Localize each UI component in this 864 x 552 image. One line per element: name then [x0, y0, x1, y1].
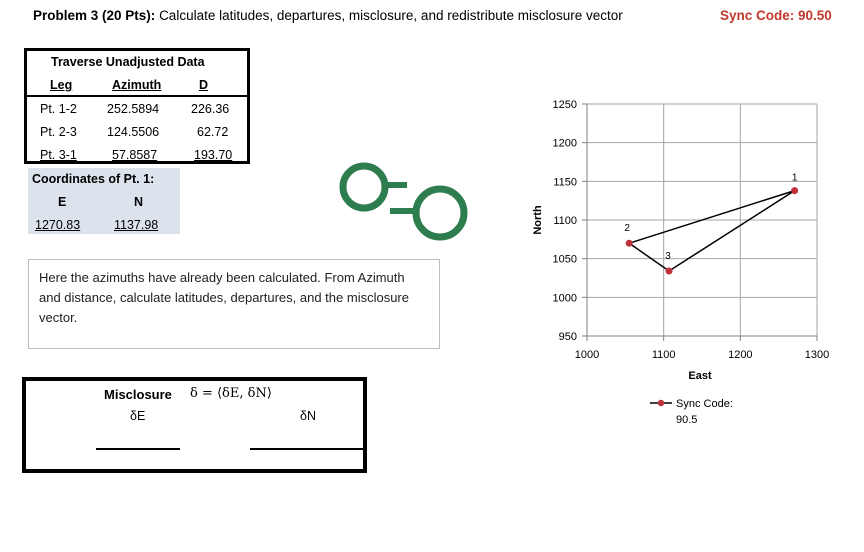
table-cell: 62.72 — [197, 125, 229, 139]
instruction-text: Here the azimuths have already been calculated. From Azimuth and distance, calculate latitudes, departures, and the misclosure vector. — [28, 259, 440, 349]
delta-e-answer-line[interactable] — [96, 448, 180, 450]
table-cell: 226.36 — [191, 102, 230, 116]
sync-code-value: 90.50 — [798, 8, 832, 23]
legend-label: 90.5 — [676, 414, 698, 426]
table-cell: Pt. 2-3 — [40, 125, 77, 139]
table-cell: 57.8587 — [112, 148, 158, 162]
point-label: 3 — [665, 251, 671, 263]
x-tick-label: 1200 — [728, 349, 753, 361]
traverse-table-title: Traverse Unadjusted Data — [51, 55, 205, 69]
data-point — [626, 240, 633, 247]
x-tick-label: 1000 — [574, 349, 600, 361]
problem-text: Calculate latitudes, departures, misclosure, and redistribute misclosure vector — [159, 8, 623, 23]
point-label: 2 — [624, 223, 630, 235]
y-tick-label: 950 — [558, 331, 577, 343]
sync-logo-icon — [335, 158, 470, 243]
coord-value-e: 1270.83 — [35, 218, 81, 232]
delta-n-answer-line[interactable] — [250, 448, 363, 450]
x-tick-label: 1100 — [651, 349, 676, 361]
sync-code-label: Sync Code: — [720, 8, 795, 23]
table-cell: Pt. 3-1 — [40, 148, 77, 162]
y-tick-label: 1050 — [552, 253, 577, 266]
col-azimuth: Azimuth — [112, 78, 162, 92]
delta-e-label: δE — [130, 409, 146, 423]
y-tick-label: 1200 — [552, 137, 577, 150]
table-cell: 124.5506 — [107, 125, 160, 139]
col-leg: Leg — [50, 78, 73, 92]
traverse-chart — [525, 90, 845, 440]
y-tick-label: 1100 — [553, 215, 577, 227]
delta-n-label: δN — [300, 409, 316, 423]
coord-label-e: E — [58, 195, 67, 209]
table-cell: Pt. 1-2 — [40, 102, 77, 116]
table-cell: 193.70 — [194, 148, 233, 162]
y-axis-label: North — [532, 205, 544, 235]
coord-value-n: 1137.98 — [114, 218, 159, 232]
legend-label: Sync Code: — [676, 398, 733, 410]
x-axis-label: East — [688, 370, 712, 382]
data-point — [791, 187, 798, 194]
coordinates-title: Coordinates of Pt. 1: — [32, 172, 155, 186]
legend-marker — [658, 400, 664, 406]
y-tick-label: 1250 — [552, 99, 577, 111]
data-point — [666, 268, 673, 275]
y-tick-label: 1150 — [553, 176, 577, 189]
misclosure-formula: δ = ⟨δE, δN⟩ — [190, 386, 272, 401]
coord-label-n: N — [134, 195, 144, 209]
point-label: 1 — [791, 172, 798, 184]
y-tick-label: 1000 — [552, 292, 577, 305]
table-cell: 252.5894 — [107, 102, 160, 116]
problem-header — [33, 8, 623, 23]
col-distance: D — [199, 78, 209, 92]
sync-code-header — [720, 8, 832, 23]
x-tick-label: 1300 — [804, 349, 830, 361]
misclosure-label: Misclosure — [104, 387, 172, 402]
problem-label: Problem 3 (20 Pts): — [33, 8, 156, 23]
